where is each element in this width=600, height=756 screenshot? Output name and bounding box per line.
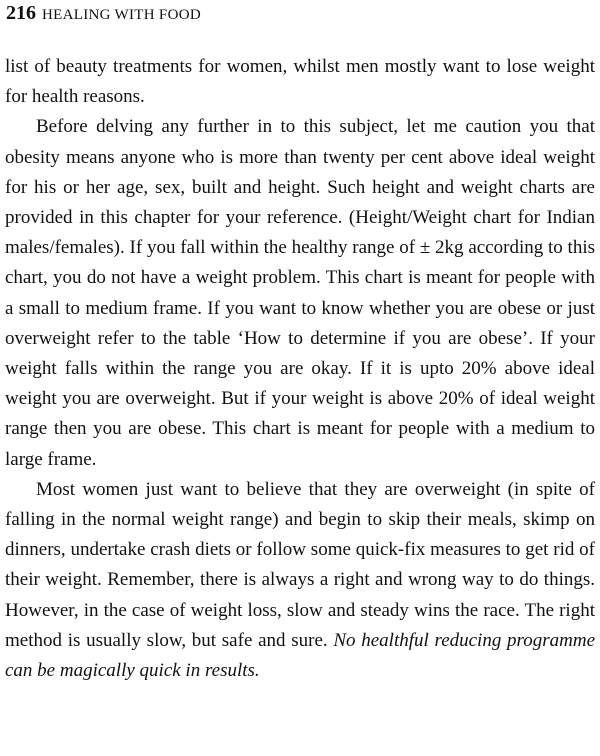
book-title: HEALING WITH FOOD xyxy=(42,7,201,23)
body-text xyxy=(5,52,595,686)
page-number: 216 xyxy=(6,2,36,24)
paragraph-text: Before delving any further in to this subject, let me caution you that obesity means anyone who is more than twenty per cent above ideal weight for his or her age, sex, built and height. Such height and weight charts are provided in this chapter for your reference. (Height/Weight chart for Indian males/females). If you fall within the healthy range of ± 2kg according to this chart, you do not have a weight problem. This chart is meant for people with a small to medium frame. If you want to know whether you are obese or just overweight refer to the table ‘How to determine if you are obese’. If your weight falls within the range you are okay. If it is upto 20% above ideal weight you are overweight. But if your weight is above 20% of ideal weight range then you are obese. This chart is meant for people with a medium to large frame. xyxy=(5,116,595,470)
paragraph-continued xyxy=(5,52,595,112)
paragraph-text: Most women just want to believe that they are overweight (in spite of falling in the normal weight range) and begin to skip their meals, skimp on dinners, undertake crash diets or follow some quick-fix measures to get rid of their weight. Remember, there is always a right and wrong way to do things. However, in the case of weight loss, slow and steady wins the race. The right method is usually slow, but safe and sure. xyxy=(5,478,595,651)
paragraph-weight-loss xyxy=(5,475,595,686)
paragraph-text: list of beauty treatments for women, whilst men mostly want to lose weight for health reasons. xyxy=(5,56,595,108)
emphasized-text: No healthful reducing programme can be magically quick in results. xyxy=(5,629,596,682)
running-head xyxy=(6,2,201,25)
paragraph-obesity-definition xyxy=(5,112,595,474)
